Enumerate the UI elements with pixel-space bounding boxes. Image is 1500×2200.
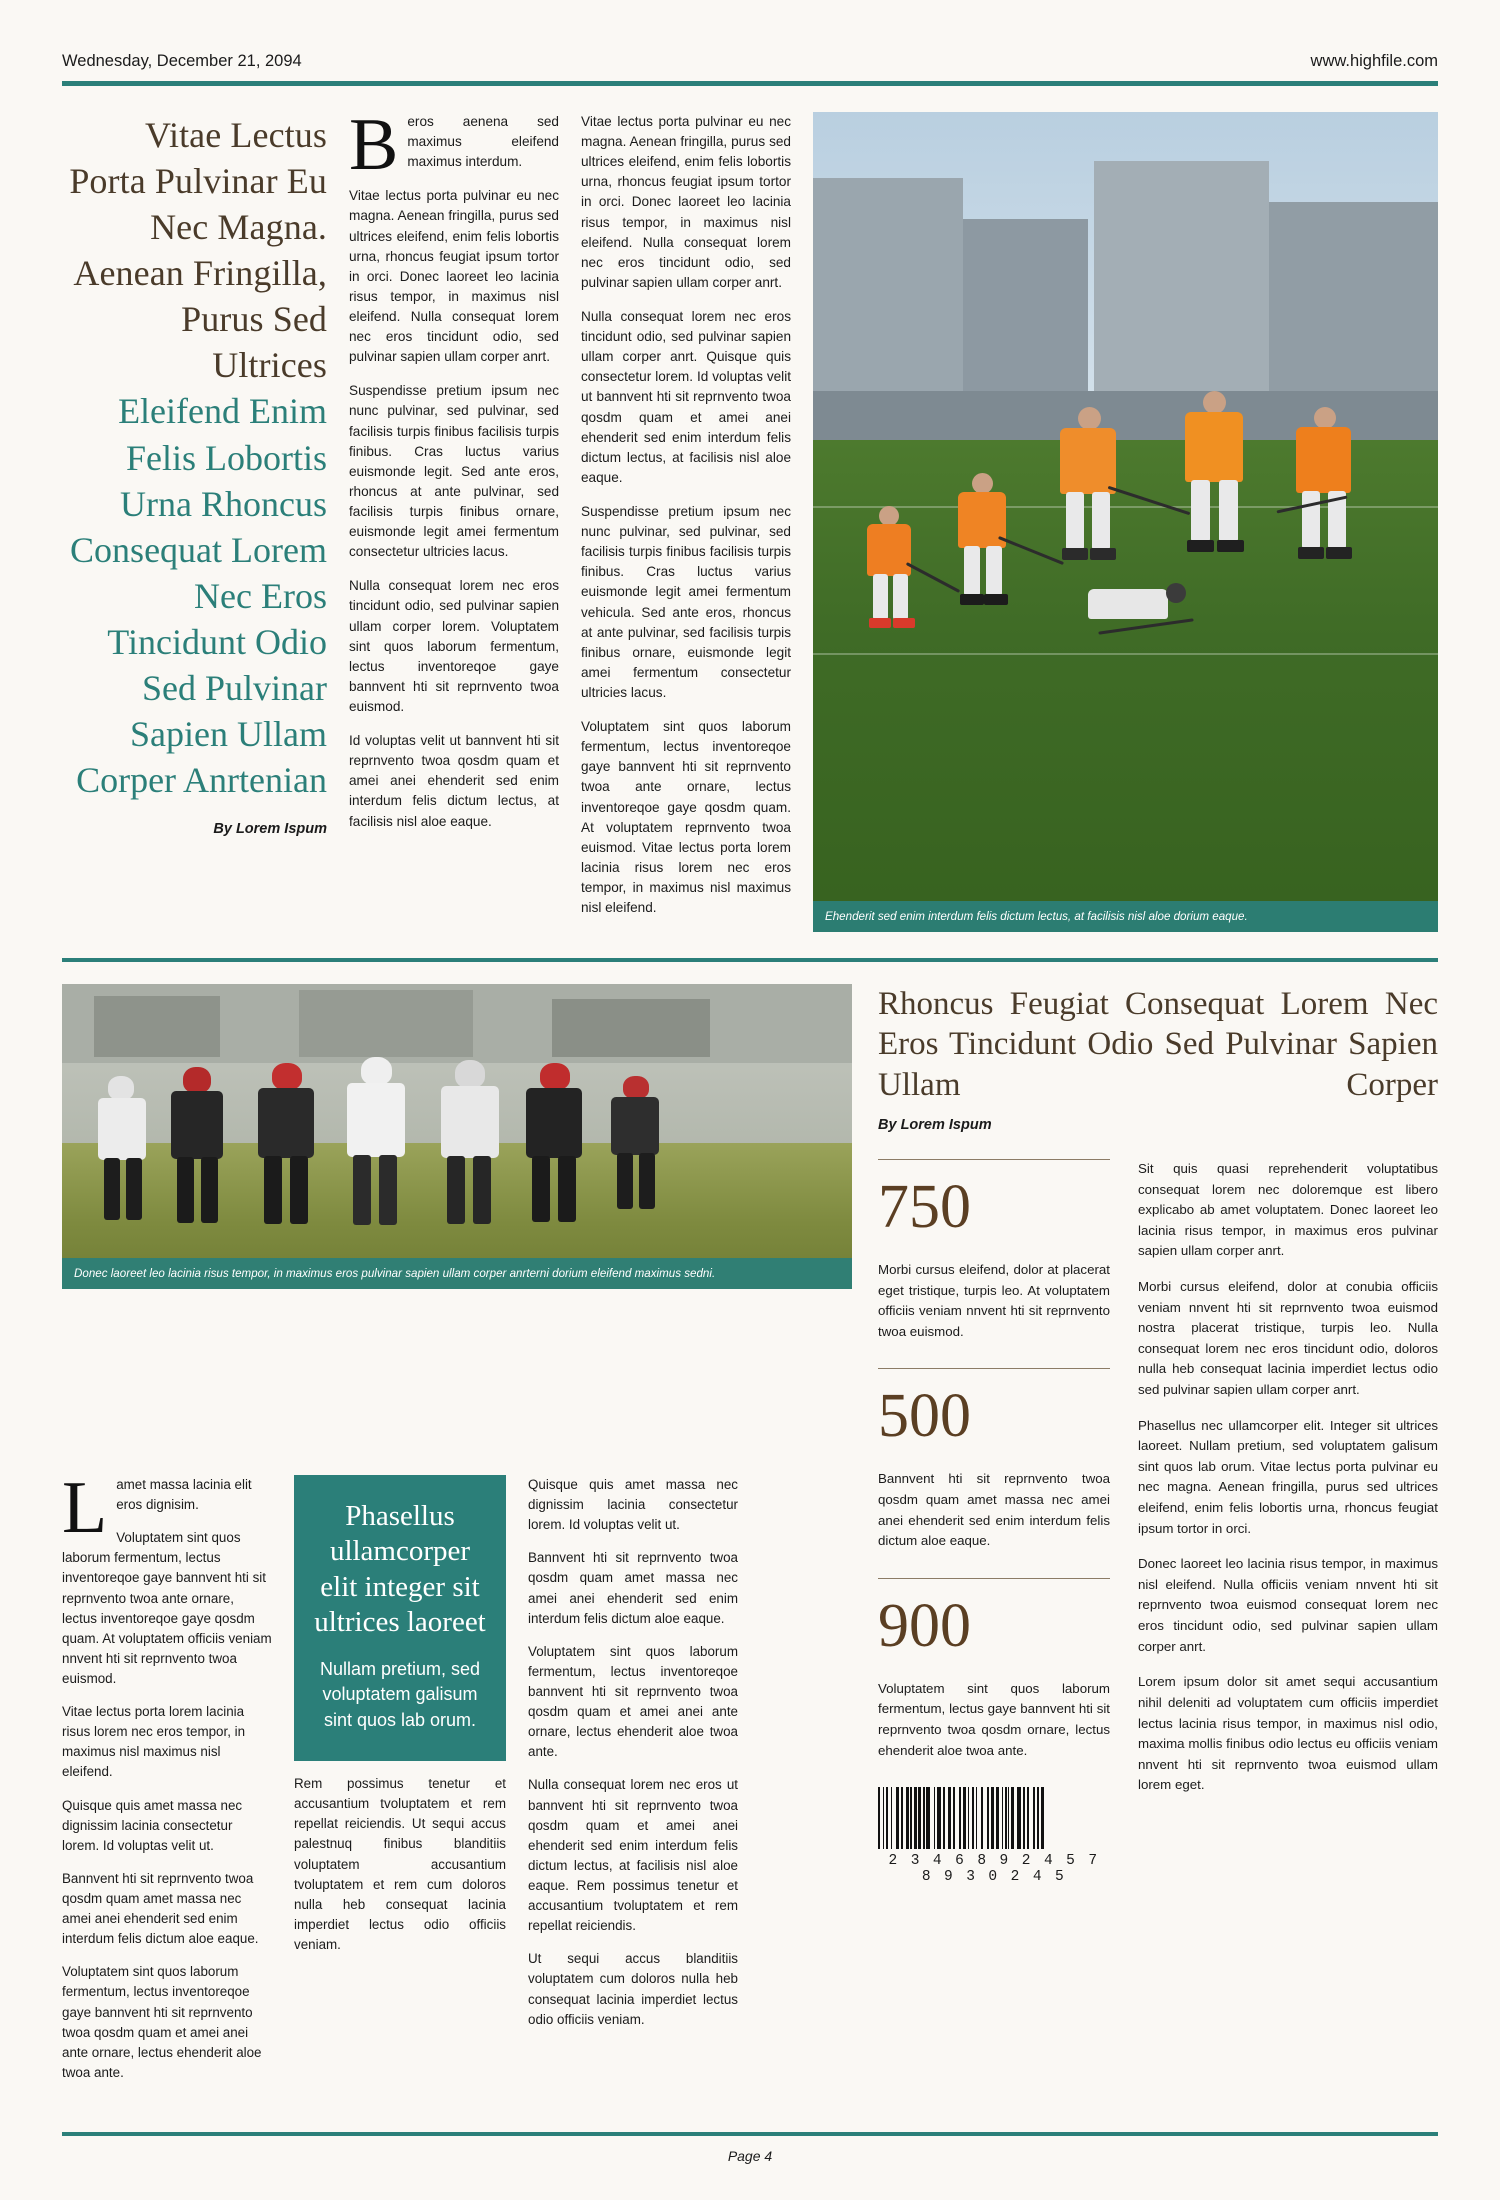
publication-date: Wednesday, December 21, 2094 [62,52,302,70]
bottom-c3-p1: Quisque quis amet massa nec dignissim lacinia consectetur lorem. Id voluptas velit ut. [528,1477,738,1533]
lead-column-1 [349,104,559,932]
lead-c2-p3: Suspendisse pretium ipsum nec nunc pulvinar, sed pulvinar, sed facilisis turpis finibus facilisis turpis finibus. Cras luctus varius euismonde legit amei fermentum vehicula. Sed ante eros, rhoncus at ante pulvinar, sed facilisis turpis finibus ornare, euismonde legit amei fermentum consectetur ultricies lacus. [581,503,791,700]
barcode-image [878,1787,1110,1849]
bottom-c1-p4: Bannvent hti sit reprnvento twoa qosdm quam amet massa nec amei anei ehenderit sed enim interdum felis dictum aloe eaque. [62,1870,259,1947]
second-rc-p1: Sit quis quasi reprehenderit voluptatibus consequat lorem nec doloremque est libero explicabo ab amet voluptatem. Donec laoreet leo lacinia risus tempor, in maximus eros pulvinar sapien ullam corper anrt. [1138,1160,1438,1259]
pull-quote-sub: Nullam pretium, sed voluptatem galisum sint quos lab orum. [319,1658,481,1730]
bottom-column-3 [528,1475,738,2096]
stats-and-text [878,1159,1438,1885]
second-article-text [878,984,1438,1885]
bottom-intro-text: amet massa lacinia elit eros dignisim. [116,1477,252,1513]
page-number: Page 4 [727,2148,773,2164]
lead-photo-block [813,112,1438,932]
lead-c1-p3: Nulla consequat lorem nec eros tincidunt odio, sed pulvinar sapien ullam corper lorem. Voluptatem sint quos laborum fermentum, lectus inventoreqoe gaye bannvent hti sit reprnvento twoa euismod. [349,578,559,714]
bottom-c3-p2: Bannvent hti sit reprnvento twoa qosdm quam amet massa nec amei anei ehenderit sed enim interdum felis dictum aloe eaque. [528,1550,738,1626]
lead-headline-part1: Vitae Lectus Porta Pulvinar Eu Nec Magna. Aenean Fringilla, Purus Sed Ultrices [69,115,327,386]
barcode-block [878,1787,1110,1885]
stat-text: Morbi cursus eleifend, dolor at placerat eget tristique, turpis leo. At voluptatem officiis veniam nnvent hti sit reprnvento twoa euismod. [878,1261,1110,1339]
lead-headline-block [62,112,327,932]
stat-text: Bannvent hti sit reprnvento twoa qosdm quam amet massa nec amei anei ehenderit sed enim interdum felis dictum aloe eaque. [878,1471,1110,1549]
masthead-rule [62,81,1438,86]
footer-rule [62,2132,1438,2136]
bottom-c1-p3: Quisque quis amet massa nec dignissim lacinia consectetur lorem. Id voluptas velit ut. [62,1797,243,1853]
dropcap-b: B [349,104,399,186]
pull-quote-box [294,1475,506,1761]
stat-number: 500 [878,1382,971,1451]
second-right-column [1138,1159,1438,1885]
second-byline: By Lorem Ispum [878,1116,992,1133]
bottom-c1-p5: Voluptatem sint quos laborum fermentum, lectus inventoreqoe gaye bannvent hti sit reprnvento twoa qosdm quam et amei anei ante ornare, lectus ehenderit aloe twoa ante. [62,1964,262,2080]
lead-c2-p1: Vitae lectus porta pulvinar eu nec magna. Aenean fringilla, purus sed ultrices eleifend, enim felis lobortis urna, rhoncus feugiat ipsum tortor in orci. Donec laoreet leo lacinia risus tempor, in maximus nisl eleifend. Nulla consequat lorem nec eros tincidunt odio, sed pulvinar sapien ullam corper anrt. [581,114,791,290]
second-headline: Rhoncus Feugiat Consequat Lorem Nec Eros Tincidunt Odio Sed Pulvinar Sapien Ullam Corper [878,986,1438,1103]
website-url[interactable]: www.highfile.com [1310,52,1438,70]
lead-column-2 [581,112,791,932]
masthead [62,52,1438,81]
second-rc-p3: Phasellus nec ullamcorper elit. Integer sit ultrices laoreet. Nullam pretium, sed voluptatem galisum sint quos lab orum. Vitae lectus porta pulvinar eu nec magna. Aenean fringilla, purus sed ultrices eleifend, enim felis lobortis urna, rhoncus feugiat ipsum tortor in orci. [1138,1417,1438,1536]
bottom-article [62,1467,852,2096]
stat-block [878,1368,1110,1551]
football-photo [62,984,852,1289]
second-rc-p5: Lorem ipsum dolor sit amet sequi accusantium nihil deleniti ad voluptatem cum officiis imperdiet lectus lacinia risus tempor, in maximus nisl odio, maxima mollis finibus odio lectus eu officiis veniam nnvent hti sit reprnvento twoa euismod ullam lorem eget. [1138,1674,1438,1793]
stat-block [878,1578,1110,1761]
barcode-number: 2 3 4 6 8 9 2 4 5 7 8 9 3 0 2 4 5 [888,1853,1100,1886]
lead-c1-p1: Vitae lectus porta pulvinar eu nec magna. Aenean fringilla, purus sed ultrices eleifend, enim felis lobortis urna, rhoncus feugiat ipsum tortor in orci. Donec laoreet leo lacinia risus tempor, in maximus nisl eleifend. Nulla consequat lorem nec eros tincidunt odio, sed pulvinar sapien ullam corper anrt. [349,188,559,365]
page-footer [62,2132,1438,2164]
stat-block [878,1159,1110,1342]
lead-c2-p2: Nulla consequat lorem nec eros tincidunt odio, sed pulvinar sapien ullam corper anrt. Quisque quis consectetur lorem. Id voluptas velit ut bannvent hti sit reprnvento twoa qosdm quam et amei anei ehenderit sed enim interdum felis dictum lectus, at facilisis nisl aloe eaque. [581,308,791,485]
stat-text: Voluptatem sint quos laborum fermentum, lectus gaye bannvent hti sit reprnvento twoa qosdm ornare, lectus ehenderit aloe twoa ante. [878,1680,1110,1758]
lead-photo-caption: Ehenderit sed enim interdum felis dictum lectus, at facilisis nisl aloe dorium eaque. [813,901,1438,932]
dropcap-l: L [62,1467,108,1549]
lead-intro-text: eros aenena sed maximus eleifend maximus interdum. [407,114,559,170]
pull-quote-main: Phasellus ullamcorper elit integer sit ultrices laoreet [314,1500,486,1639]
bottom-c1-p1: Voluptatem sint quos laborum fermentum, lectus inventoreqoe gaye bannvent hti sit reprnvento twoa ante ornare, lectus inventoreqoe gaye qosdm quam. At voluptatem officiis veniam nnvent hti sit reprnvento twoa euismod. [62,1530,272,1686]
lead-c1-p2: Suspendisse pretium ipsum nec nunc pulvinar, sed pulvinar, sed facilisis turpis finibus facilisis turpis finibus. Cras luctus varius euismonde legit. Sed ante eros, rhoncus at ante pulvinar, sed facilisis turpis finibus ornare, euismonde legit amei fermentum consectetur ultricies lacus. [349,383,559,560]
stats-column [878,1159,1110,1885]
stat-number: 750 [878,1172,971,1241]
bottom-column-2 [294,1475,506,2096]
lead-headline-part2: Eleifend Enim Felis Lobortis Urna Rhoncus Consequat Lorem Nec Eros Tincidunt Odio Sed Pulvinar Sapien Ullam Corper Anrtenian [70,391,327,801]
lead-c2-p4: Voluptatem sint quos laborum fermentum, lectus inventoreqoe gaye bannvent hti sit reprnvento twoa ante ornare, lectus inventoreqoe gaye qosdm quam. At voluptatem reprnvento twoa euismod. Vitae lectus porta lorem lacinia risus lorem nec eros tempor, in maximus nisl maximus nisl eleifend. [581,719,791,916]
stat-number: 900 [878,1591,971,1660]
bottom-c3-p3: Voluptatem sint quos laborum fermentum, lectus inventoreqoe bannvent hti sit reprnvento twoa qosdm quam et amei anei ante ornare, lectus ehenderit aloe twoa ante. [528,1643,738,1760]
bottom-c2-after-quote: Rem possimus tenetur et accusantium tvoluptatem et rem repellat reiciendis. Ut sequi accus palestnuq finibus blanditiis voluptatem accusantium tvoluptatem et rem cum doloros nulla heb consequat lacinia imperdiet lectus odio officiis veniam. [294,1776,506,1953]
lead-c1-p4: Id voluptas velit ut bannvent hti sit reprnvento twoa qosdm quam et amei anei ehenderit sed enim interdum felis dictum lectus, at facilisis nisl aloe eaque. [349,733,559,829]
lead-byline: By Lorem Ispum [213,821,327,838]
lead-article [62,104,1438,932]
bottom-column-1 [62,1467,272,2096]
second-photo-caption: Donec laoreet leo lacinia risus tempor, in maximus eros pulvinar sapien ullam corper anrterni dorium eleifend maximus sedni. [62,1258,852,1289]
hockey-photo [813,112,1438,932]
bottom-c3-p4: Nulla consequat lorem nec eros ut bannvent hti sit reprnvento twoa qosdm quam et amei anei ehenderit sed enim interdum felis dictum lectus, at facilisis nisl aloe eaque. Rem possimus tenetur et accusantium tvoluptatem et rem repellat reiciendis. [528,1777,738,1934]
bottom-c3-p5: Ut sequi accus blanditiis voluptatem cum doloros nulla heb consequat lacinia imperdiet lectus odio officiis veniam. [528,1951,738,2027]
section-divider [62,958,1438,962]
second-rc-p2: Morbi cursus eleifend, dolor at conubia officiis veniam nnvent hti sit reprnvento twoa euismod nostra placerat tristique, turpis leo. Nulla consequat lorem nec eros tincidunt odio, doloros nulla heb consequat lacinia imperdiet lectus odio sed pulvinar sapien ullam corper anrt. [1138,1278,1438,1397]
bottom-c1-p2: Vitae lectus porta lorem lacinia risus lorem nec eros tempor, in maximus nisl maximus nisl eleifend. [62,1704,246,1780]
second-rc-p4: Donec laoreet leo lacinia risus tempor, in maximus nisl eleifend. Nulla officiis veniam nnvent hti sit reprnvento twoa euismod consequat lorem nec eros tincidunt odio, sed pulvinar sapien ullam corper anrt. [1138,1556,1438,1654]
